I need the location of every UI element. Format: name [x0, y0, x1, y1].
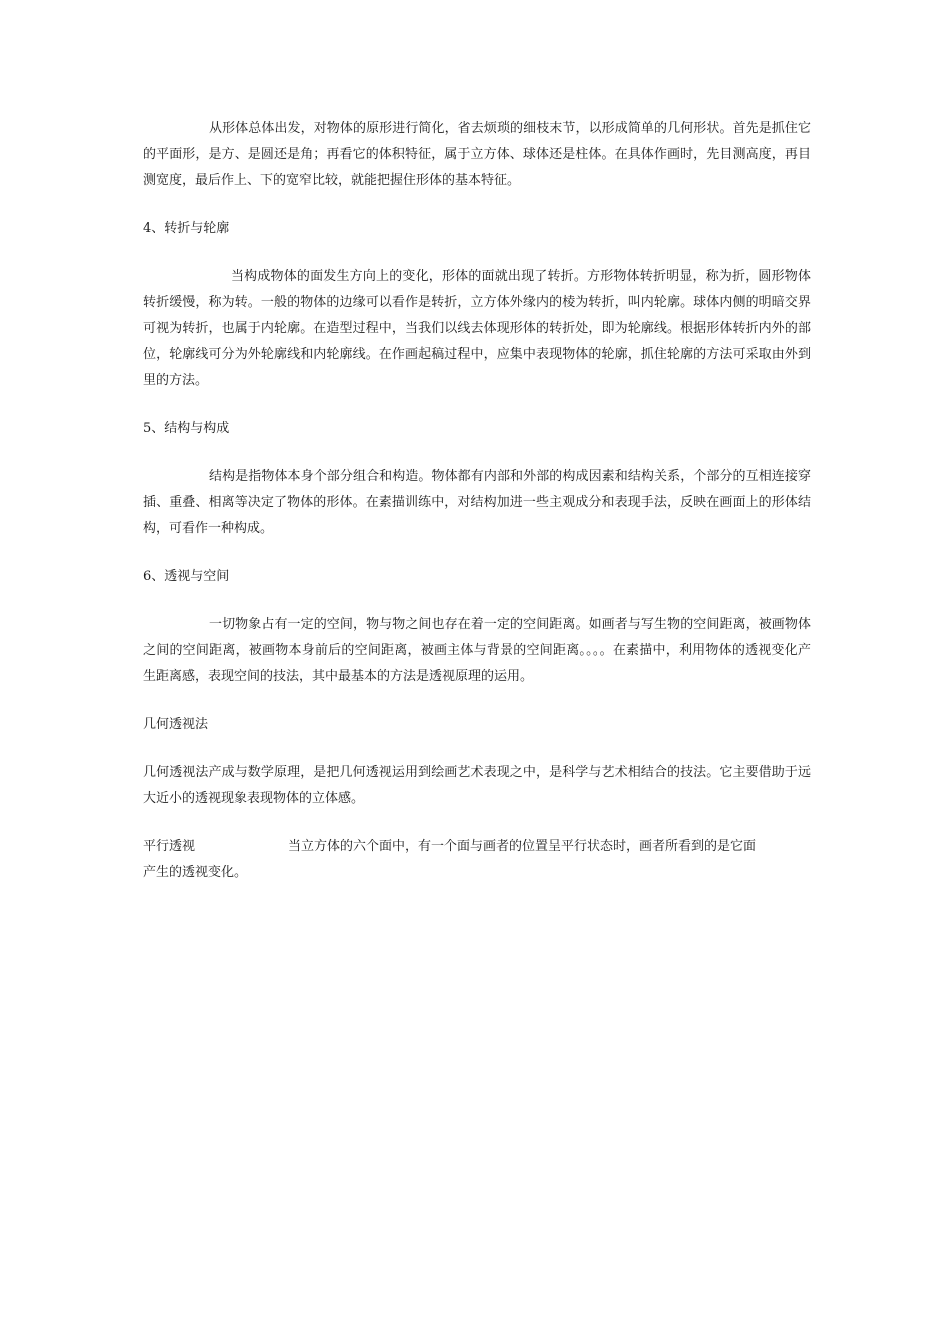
paragraph-section-5: 结构是指物体本身个部分组合和构造。物体都有内部和外部的构成因素和结构关系，个部分的互相连接穿插、重叠、相离等决定了物体的形体。在素描训练中，对结构加进一些主观成分和表现手法，反映在画面上的形体结构，可看作一种构成。	[143, 469, 811, 536]
parallel-perspective-desc: 当立方体的六个面中，有一个面与画者的位置呈平行状态时，画者所看到的是它面	[288, 839, 757, 854]
parallel-perspective-row	[143, 834, 811, 860]
spacer	[143, 442, 811, 464]
document-body	[143, 116, 811, 886]
paragraph-section-4: 当构成物体的面发生方向上的变化，形体的面就出现了转折。方形物体转折明显，称为折，圆形物体转折缓慢，称为转。一般的物体的边缘可以看作是转折，立方体外缘内的棱为转折，叫内轮廓。球体内侧的明暗交界可视为转折，也属于内轮廓。在造型过程中，当我们以线去体现形体的转折处，即为轮廓线。根据形体转折内外的部位，轮廓线可分为外轮廓线和内轮廓线。在作画起稿过程中，应集中表现物体的轮廓，抓住轮廓的方法可采取由外到里的方法。	[143, 269, 811, 388]
spacer	[143, 242, 811, 264]
spacer	[143, 690, 811, 712]
spacer	[143, 738, 811, 760]
spacer	[143, 194, 811, 216]
paragraph-form-intro: 从形体总体出发，对物体的原形进行简化，省去烦琐的细枝末节，以形成简单的几何形状。首先是抓住它的平面形，是方、是圆还是角；再看它的体积特征，属于立方体、球体还是柱体。在具体作画时，先目测高度，再目测宽度，最后作上、下的宽窄比较，就能把握住形体的基本特征。	[143, 121, 811, 188]
section-heading-5: 5、结构与构成	[143, 421, 230, 436]
geometry-heading: 几何透视法	[143, 717, 209, 732]
paragraph-geometry: 几何透视法产成与数学原理，是把几何透视运用到绘画艺术表现之中，是科学与艺术相结合的技法。它主要借助于远大近小的透视现象表现物体的立体感。	[143, 765, 811, 806]
spacer	[143, 590, 811, 612]
section-heading-4: 4、转折与轮廓	[143, 221, 230, 236]
section-heading-6: 6、透视与空间	[143, 569, 230, 584]
spacer	[143, 812, 811, 834]
spacer	[143, 394, 811, 416]
parallel-perspective-desc-cont: 产生的透视变化。	[143, 865, 248, 880]
paragraph-section-6: 一切物象占有一定的空间，物与物之间也存在着一定的空间距离。如画者与写生物的空间距离，被画物体之间的空间距离，被画物本身前后的空间距离，被画主体与背景的空间距离。。。。在素描中，利用物体的透视变化产生距离感，表现空间的技法，其中最基本的方法是透视原理的运用。	[143, 617, 811, 684]
spacer	[143, 542, 811, 564]
parallel-perspective-term: 平行透视	[143, 839, 196, 854]
